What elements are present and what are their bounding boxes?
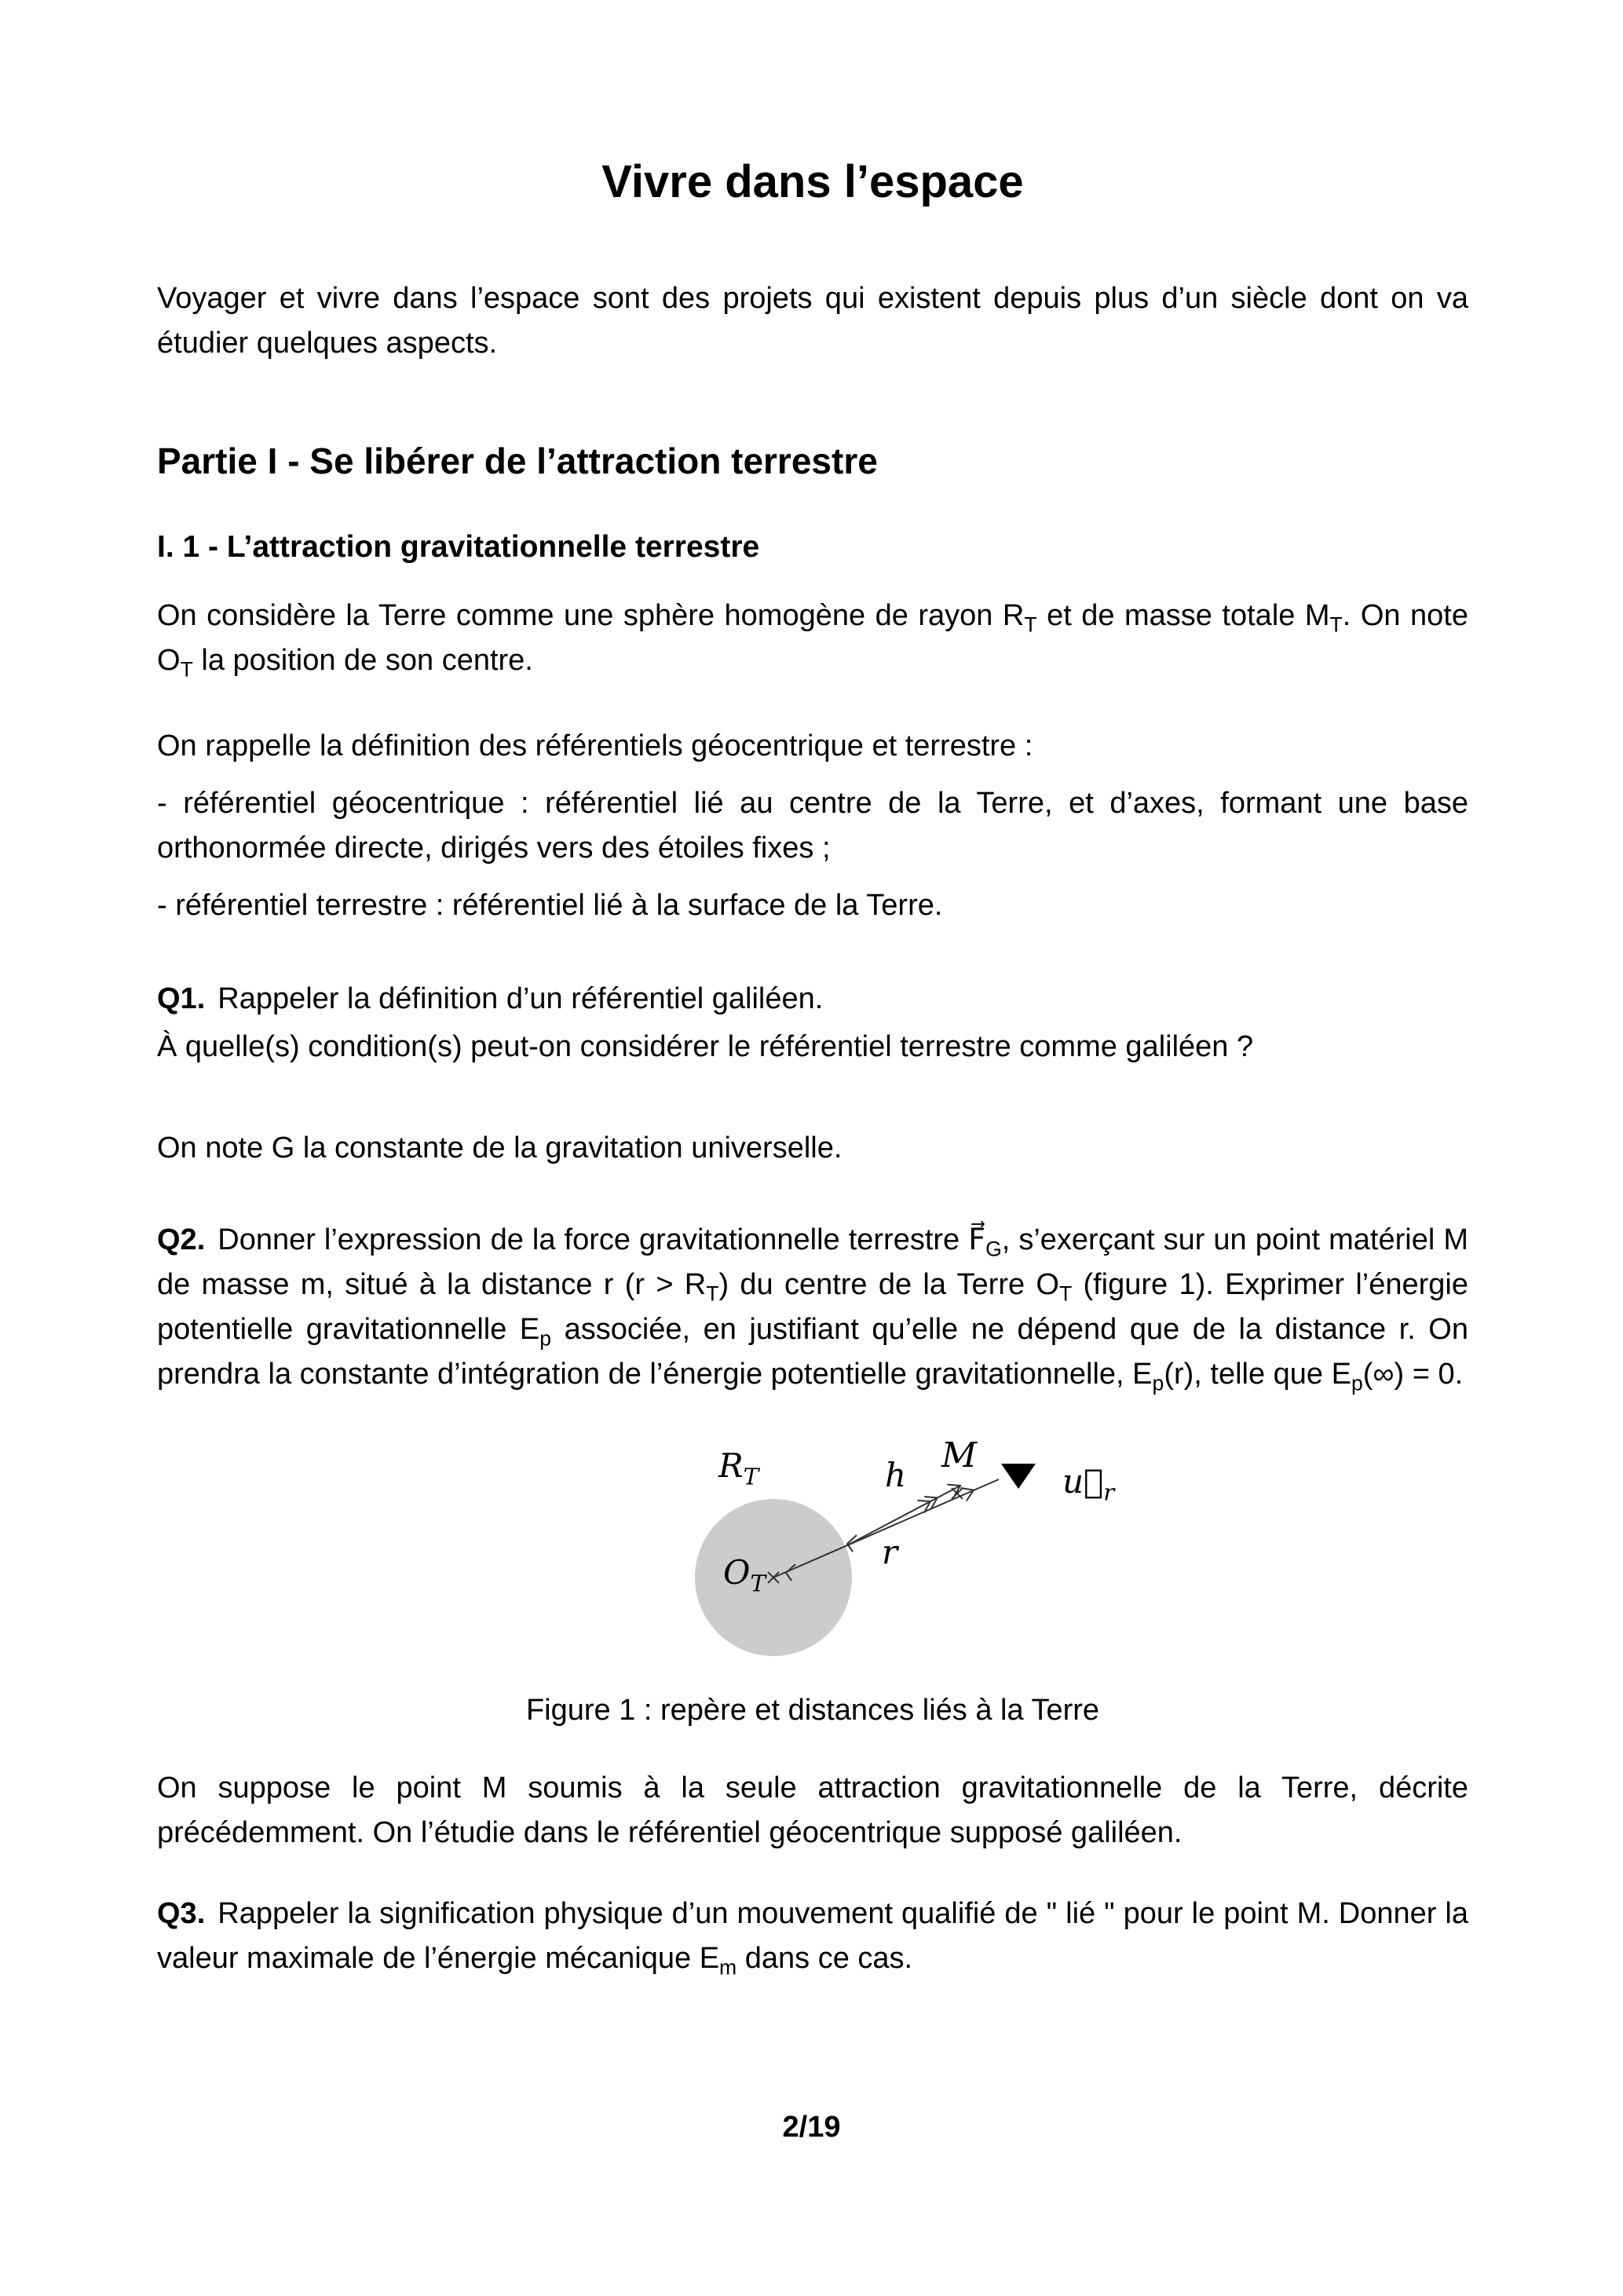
paragraph-hypothese-M: On suppose le point M soumis à la seule attraction gravitationnelle de la Terre, décrite précédemment. On l’étudie dans le référentiel géocentrique supposé galiléen. <box>157 1771 1468 1850</box>
q3-label: Q3. <box>157 1897 206 1931</box>
question-q3 <box>157 1892 1468 1981</box>
label-unit-vector-ur: $u⃗_r$ <box>1062 1462 1115 1506</box>
label-earth-radius: $R_T$ <box>718 1446 759 1490</box>
label-height-h: h <box>885 1456 907 1495</box>
question-q1 <box>157 977 1468 1022</box>
paragraph-referentiels-intro: On rappelle la définition des référentiels géocentrique et terrestre : <box>157 729 1033 763</box>
q2-label: Q2. <box>157 1223 206 1257</box>
figure-1 <box>609 1435 1158 1676</box>
q3-text: Rappeler la signification physique d’un mouvement qualifié de " lié " pour le point M. Donner la valeur maximale de l’énergie mécanique $E_m$ dans ce cas. <box>157 1897 1468 1980</box>
h-distance-line <box>846 1486 960 1546</box>
figure-1-caption: Figure 1 : repère et distances liés à la Terre <box>525 1694 1100 1727</box>
list-item-referentiel-terrestre: - référentiel terrestre : référentiel lié à la surface de la Terre. <box>157 889 943 923</box>
paragraph-earth-sphere: On considère la Terre comme une sphère homogène de rayon $R_T$ et de masse totale $M_T$. On note $O_T$ la position de son centre. <box>157 599 1468 682</box>
intro-paragraph: Voyager et vivre dans l’espace sont des projets qui existent depuis plus d’un siècle dont on va étudier quelques aspects. <box>157 281 1468 360</box>
q1-text: Rappeler la définition d’un référentiel galiléen. <box>217 982 824 1016</box>
q1-label: Q1. <box>157 982 206 1016</box>
section-1-1-heading: I. 1 - L’attraction gravitationnelle terrestre <box>157 529 760 564</box>
question-q1-followup: À quelle(s) condition(s) peut-on considérer le référentiel terrestre comme galiléen ? <box>157 1030 1254 1064</box>
list-item-referentiel-geocentrique: - référentiel géocentrique : référentiel lié au centre de la Terre, et d’axes, formant une base orthonormée directe, dirigés vers des étoiles fixes ; <box>157 787 1468 865</box>
arrowhead-icon <box>1001 1464 1036 1489</box>
part1-heading: Partie I - Se libérer de l’attraction terrestre <box>157 440 878 481</box>
paragraph-constante-G: On note G la constante de la gravitation universelle. <box>157 1132 843 1165</box>
page-number: 2/19 <box>782 2111 841 2144</box>
q2-text: Donner l’expression de la force gravitationnelle terrestre $F⃗_G$, s’exerçant sur un point matériel M de masse m, situé à la distance r $(r > R_T)$ du centre de la Terre $O_T$ (figure 1). Exprimer l’énergie potentielle gravitationnelle $E_p$ associée, en justifiant qu’elle ne dépend que de la distance r. On prendra la constante d’intégration de l’énergie potentielle gravitationnelle, $E_p(r)$, telle que $E_p(\infty) = 0$. <box>157 1223 1468 1396</box>
question-q2 <box>157 1218 1468 1397</box>
label-distance-r: r <box>882 1533 898 1572</box>
document-title: Vivre dans l’espace <box>601 156 1024 207</box>
label-earth-center-OT: $O_T$ <box>723 1553 766 1597</box>
label-point-M: M <box>941 1435 978 1476</box>
